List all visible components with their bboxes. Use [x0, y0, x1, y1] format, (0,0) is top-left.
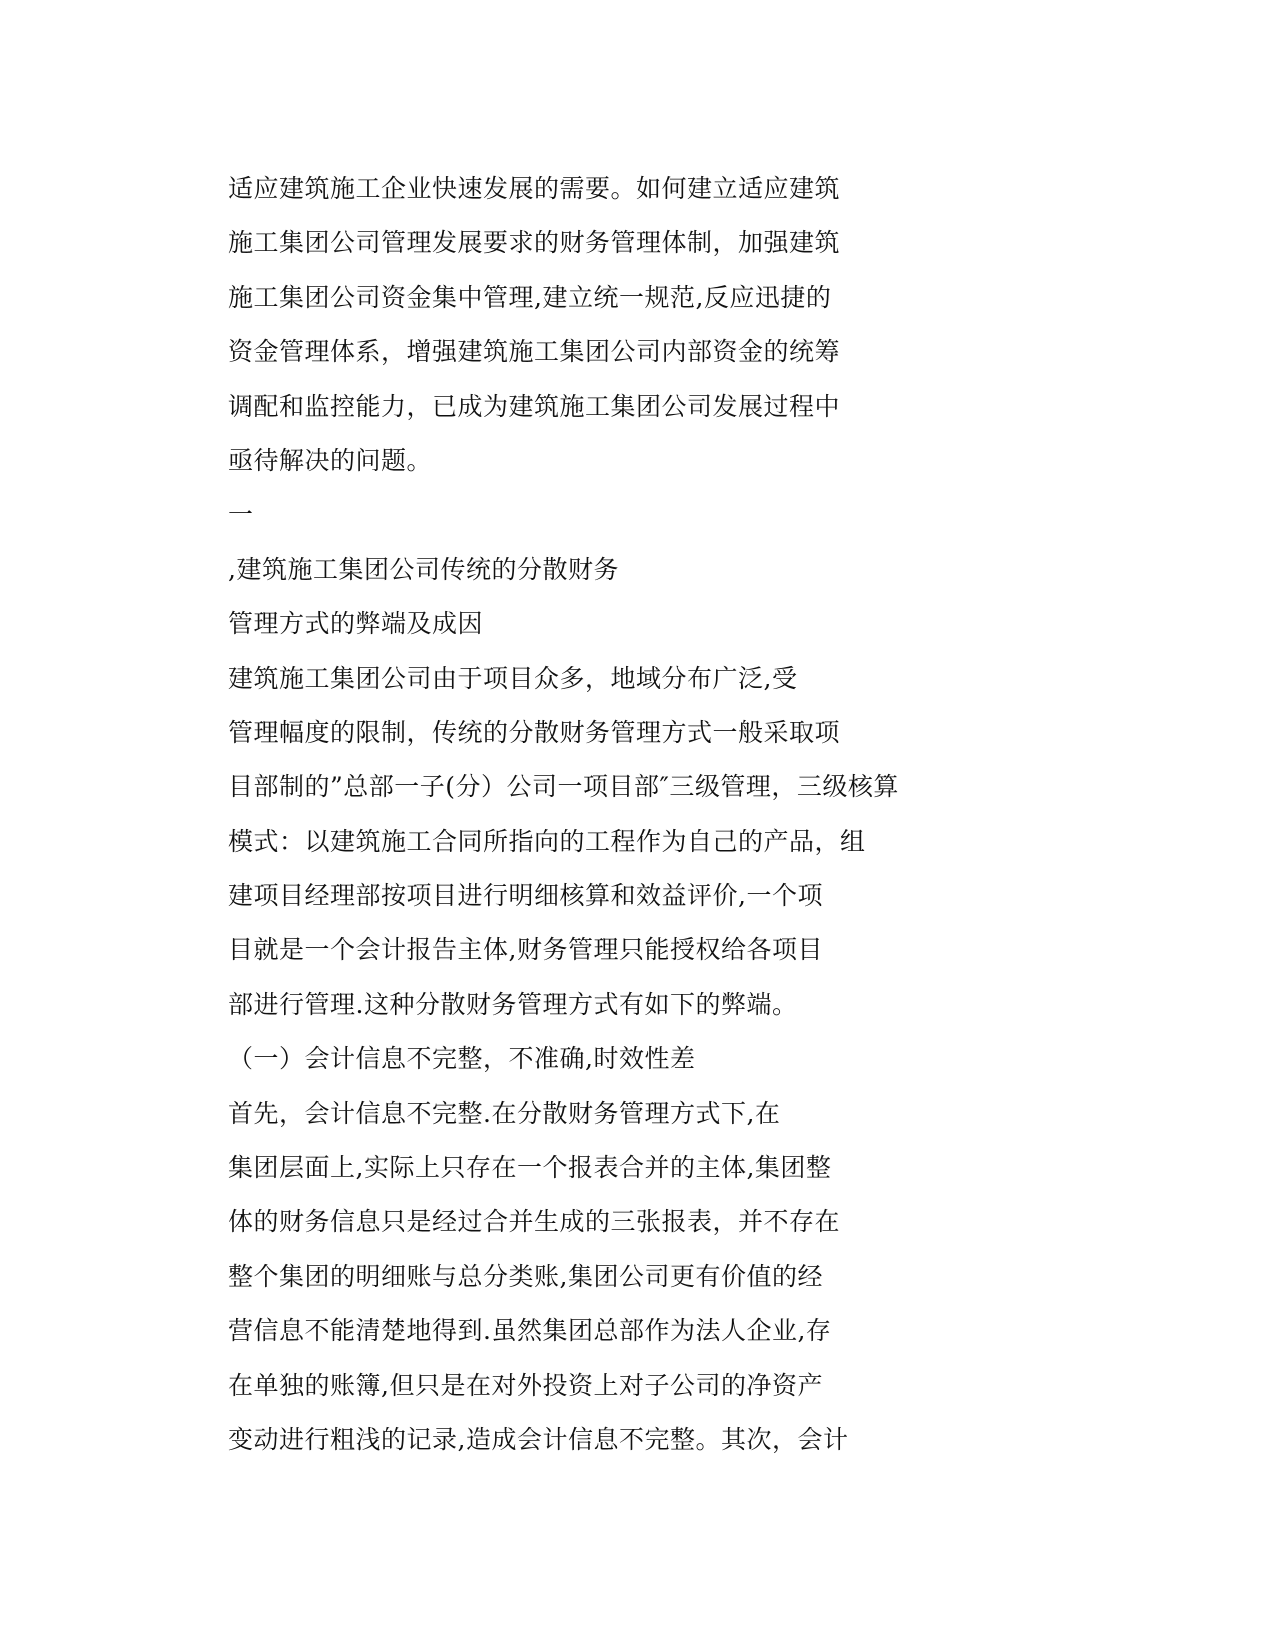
text-line: 施工集团公司资金集中管理,建立统一规范,反应迅捷的 — [228, 282, 832, 312]
text-line: 整个集团的明细账与总分类账,集团公司更有价值的经 — [228, 1261, 823, 1291]
section-heading-line-1: ,建筑施工集团公司传统的分散财务 — [228, 554, 619, 584]
text-line: 亟待解决的问题。 — [228, 445, 433, 475]
text-line: 建筑施工集团公司由于项目众多，地域分布广泛,受 — [228, 663, 798, 693]
text-line: 管理幅度的限制，传统的分散财务管理方式一般采取项 — [228, 717, 841, 747]
text-line: 集团层面上,实际上只存在一个报表合并的主体,集团整 — [228, 1153, 832, 1183]
section-number: 一 — [228, 500, 254, 530]
text-line: 营信息不能清楚地得到.虽然集团总部作为法人企业,存 — [228, 1316, 832, 1346]
text-line: 体的财务信息只是经过合并生成的三张报表，并不存在 — [228, 1207, 841, 1237]
text-line: 建项目经理部按项目进行明细核算和效益评价,一个项 — [228, 881, 823, 911]
text-line: 资金管理体系，增强建筑施工集团公司内部资金的统筹 — [228, 337, 841, 367]
text-line: 目部制的”总部一子(分）公司一项目部″三级管理，三级核算 — [228, 772, 899, 802]
text-line: 调配和监控能力，已成为建筑施工集团公司发展过程中 — [228, 391, 841, 421]
text-line: 施工集团公司管理发展要求的财务管理体制，加强建筑 — [228, 228, 841, 258]
subsection-heading: （一）会计信息不完整，不准确,时效性差 — [228, 1044, 696, 1074]
text-line: 在单独的账簿,但只是在对外投资上对子公司的净资产 — [228, 1370, 823, 1400]
text-line: 适应建筑施工企业快速发展的需要。如何建立适应建筑 — [228, 174, 841, 203]
section-heading-line-2: 管理方式的弊端及成因 — [228, 609, 484, 639]
text-line: 变动进行粗浅的记录,造成会计信息不完整。其次，会计 — [228, 1424, 849, 1454]
text-line: 模式：以建筑施工合同所指向的工程作为自己的产品，组 — [228, 826, 866, 856]
text-line: 首先，会计信息不完整.在分散财务管理方式下,在 — [228, 1098, 781, 1128]
text-line: 目就是一个会计报告主体,财务管理只能授权给各项目 — [228, 935, 823, 965]
body-text — [228, 162, 1208, 1467]
text-line: 部进行管理.这种分散财务管理方式有如下的弊端。 — [228, 989, 798, 1019]
